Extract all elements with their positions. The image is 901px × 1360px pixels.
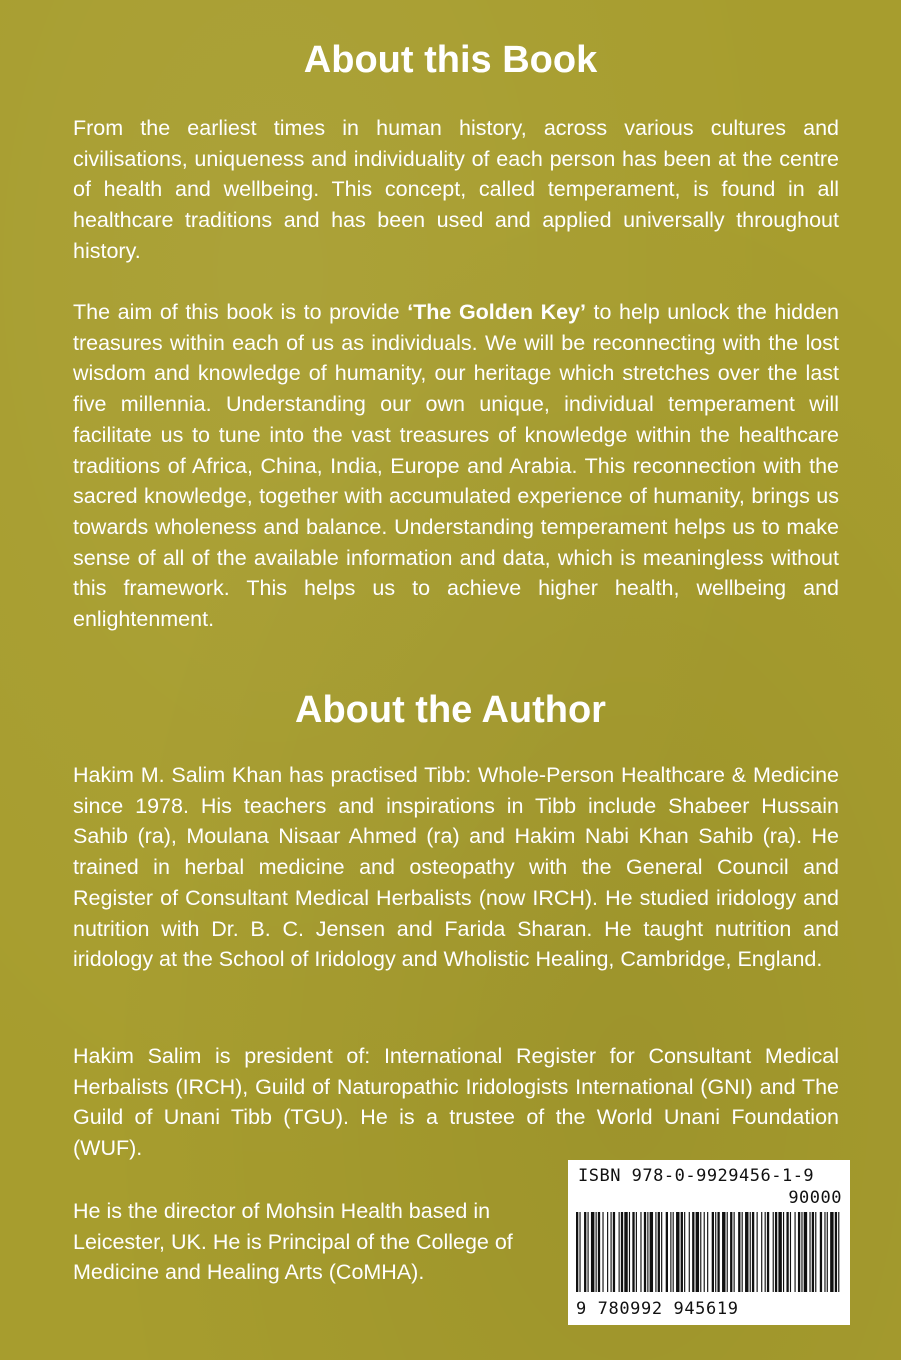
barcode-bar bbox=[629, 1212, 630, 1292]
barcode-bar bbox=[717, 1212, 719, 1292]
barcode-bar bbox=[730, 1212, 732, 1292]
barcode-bar bbox=[704, 1212, 705, 1292]
barcode-bar bbox=[798, 1212, 800, 1292]
barcode-number: 9 780992 945619 bbox=[576, 1299, 739, 1319]
barcode-bar bbox=[809, 1212, 810, 1292]
barcode-bar bbox=[761, 1212, 762, 1292]
barcode-bar bbox=[820, 1212, 822, 1292]
barcode-bar bbox=[613, 1212, 615, 1292]
barcode-bar bbox=[827, 1212, 828, 1292]
barcode-bar bbox=[596, 1212, 597, 1292]
barcode-bar bbox=[790, 1212, 791, 1292]
barcode-bar bbox=[722, 1212, 725, 1292]
golden-key-emphasis: ‘The Golden Key’ bbox=[407, 300, 586, 324]
barcode-bar bbox=[778, 1212, 781, 1292]
barcode-bar bbox=[619, 1212, 620, 1292]
barcode-bar bbox=[624, 1212, 627, 1292]
barcode-bar bbox=[696, 1212, 699, 1292]
barcode-bar bbox=[607, 1212, 608, 1292]
barcode-bar bbox=[765, 1212, 766, 1292]
barcode-bar bbox=[661, 1212, 662, 1292]
barcode-bar bbox=[611, 1212, 612, 1292]
barcode-bar bbox=[801, 1212, 802, 1292]
barcode-bar bbox=[647, 1212, 648, 1292]
barcode-bar bbox=[692, 1212, 694, 1292]
barcode-bar bbox=[757, 1212, 758, 1292]
barcode-bar bbox=[689, 1212, 690, 1292]
about-book-paragraph-2-suffix: to help unlock the hidden treasures within each of us as individuals. We will be reconnecting with the lost wisdom and knowledge of humanity, our heritage which stretches over the last five millennia. Understanding our own unique, individual temperament will facilitate us to tune into the vast treasures of knowledge within the healthcare traditions of Africa, China, India, Europe and Arabia. This reconnection with the sacred knowledge, together with accumulated experience of humanity, brings us towards wholeness and balance. Understanding temperament helps us to make sense of all of the available information and data, which is meaningless without this framework. This helps us to achieve higher health, wellbeing and enlightenment. bbox=[73, 300, 839, 632]
barcode-bar bbox=[715, 1212, 716, 1292]
barcode-bar bbox=[752, 1212, 754, 1292]
barcode-bar bbox=[812, 1212, 814, 1292]
barcode-bar bbox=[773, 1212, 774, 1292]
barcode-bar bbox=[767, 1212, 769, 1292]
barcode-bar bbox=[584, 1212, 586, 1292]
barcode-bar bbox=[576, 1212, 578, 1292]
barcode-bar bbox=[734, 1212, 735, 1292]
about-author-paragraph-2: Hakim Salim is president of: International Register for Consultant Medical Herbalists (IRCH), Guild of Naturopathic Iridologists International (GNI) and The Guild of Unani Tibb (TGU). He is a trustee of the World Unani Foundation (WUF). bbox=[73, 1044, 839, 1161]
barcode-bar bbox=[738, 1212, 740, 1292]
barcode-bar bbox=[673, 1212, 674, 1292]
barcode-bar bbox=[830, 1212, 833, 1292]
barcode-bar bbox=[700, 1212, 701, 1292]
barcode-bar bbox=[783, 1212, 784, 1292]
barcode-bar bbox=[632, 1212, 634, 1292]
barcode-bar bbox=[579, 1212, 580, 1292]
barcode-bar bbox=[712, 1212, 714, 1292]
isbn-label: ISBN 978-0-9929456-1-9 bbox=[578, 1166, 815, 1186]
barcode-bars bbox=[576, 1212, 842, 1292]
barcode-bar bbox=[640, 1212, 641, 1292]
about-book-paragraph-2-prefix: The aim of this book is to provide bbox=[73, 300, 408, 324]
barcode-bar bbox=[775, 1212, 777, 1292]
barcode-bar bbox=[644, 1212, 646, 1292]
barcode-bar bbox=[824, 1212, 825, 1292]
barcode-bar bbox=[636, 1212, 637, 1292]
about-book-heading: About this Book bbox=[303, 39, 598, 81]
barcode-bar bbox=[598, 1212, 600, 1292]
barcode-bar bbox=[666, 1212, 668, 1292]
barcode-bar bbox=[742, 1212, 743, 1292]
barcode-bar bbox=[786, 1212, 788, 1292]
barcode-bar bbox=[670, 1212, 671, 1292]
barcode-bar bbox=[804, 1212, 807, 1292]
barcode-bar bbox=[795, 1212, 796, 1292]
isbn-barcode bbox=[568, 1160, 850, 1325]
barcode-bar bbox=[750, 1212, 751, 1292]
barcode-bar bbox=[727, 1212, 728, 1292]
barcode-bar bbox=[684, 1212, 685, 1292]
about-author-paragraph-3: He is the director of Mohsin Health based in Leicester, UK. He is Principal of the College of Medicine and Healing Arts (CoMHA). bbox=[73, 1199, 513, 1285]
barcode-bar bbox=[621, 1212, 623, 1292]
barcode-bar bbox=[588, 1212, 589, 1292]
about-book-paragraph-2 bbox=[73, 297, 839, 635]
barcode-bar bbox=[655, 1212, 656, 1292]
barcode-bar bbox=[658, 1212, 660, 1292]
barcode-bar bbox=[602, 1212, 603, 1292]
barcode-bar bbox=[650, 1212, 653, 1292]
barcode-bar bbox=[707, 1212, 708, 1292]
barcode-bar bbox=[838, 1212, 839, 1292]
about-author-heading: About the Author bbox=[295, 689, 606, 731]
barcode-bar bbox=[681, 1212, 683, 1292]
barcode-bar bbox=[815, 1212, 816, 1292]
price-addon: 90000 bbox=[788, 1188, 842, 1208]
barcode-bar bbox=[591, 1212, 594, 1292]
barcode-bar bbox=[835, 1212, 837, 1292]
barcode-bar bbox=[745, 1212, 748, 1292]
about-author-paragraph-1: Hakim M. Salim Khan has practised Tibb: Whole-Person Healthcare & Medicine since 1978. His teachers and inspirations in Tibb include Shabeer Hussain Sahib (ra), Moulana Nisaar Ahmed (ra) and Hakim Nabi Khan Sahib (ra). He trained in herbal medicine and osteopathy with the General Council and Register of Consultant Medical Herbalists (now IRCH). He studied iridology and nutrition with Dr. B. C. Jensen and Farida Sharan. He taught nutrition and iridology at the School of Iridology and Wholistic Healing, Cambridge, England. bbox=[73, 763, 839, 972]
barcode-bar bbox=[676, 1212, 679, 1292]
about-book-paragraph-1: From the earliest times in human history, across various cultures and civilisations, uniqueness and individuality of each person has been at the centre of health and wellbeing. This concept, called temperament, is found in all healthcare traditions and has been used and applied universally throughout history. bbox=[73, 116, 839, 263]
